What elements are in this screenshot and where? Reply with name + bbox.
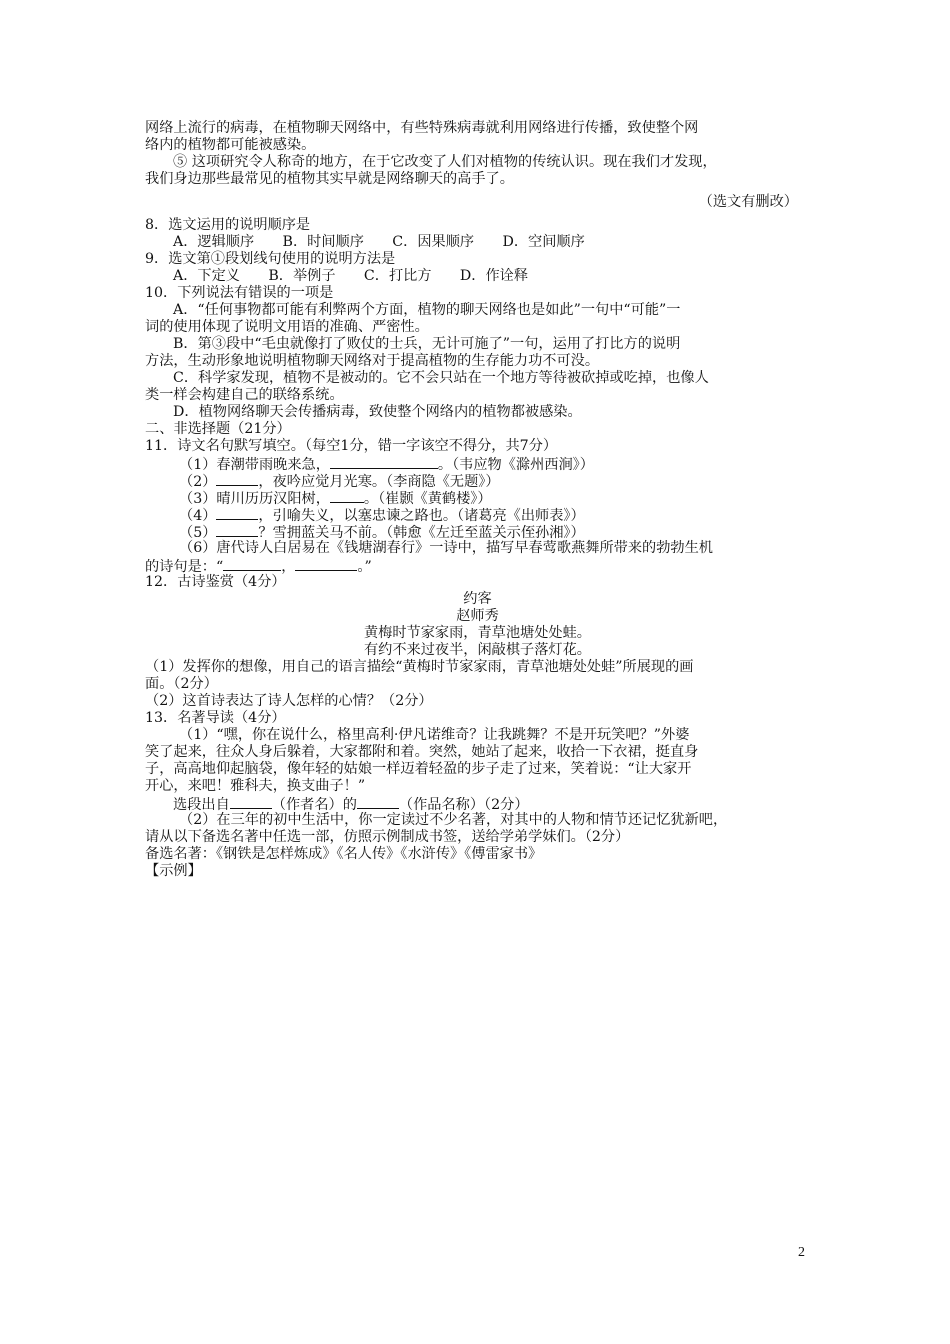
passage-paragraph-5: ⑤ 这项研究令人称奇的地方，在于它改变了人们对植物的传统认识。现在我们才发现， — [173, 154, 717, 170]
question-9-options: A．下定义 B．举例子 C．打比方 D．作诠释 — [173, 268, 529, 284]
item-text: 。（崔颢《黄鹤楼》） — [363, 491, 492, 507]
source-note: （选文有删改） — [698, 194, 798, 210]
item-text: 。” — [357, 559, 372, 575]
example-label: 【示例】 — [145, 863, 202, 879]
poem-title: 约客 — [463, 591, 492, 607]
passage-line: 络内的植物都可能被感染。 — [145, 137, 316, 153]
document-page — [145, 120, 810, 880]
question-12-sub-2: （2）这首诗表达了诗人怎样的心情？（2分） — [145, 693, 433, 709]
question-13-answer-line — [145, 795, 810, 812]
question-11-item-3 — [145, 489, 810, 506]
question-13-excerpt-cont: 子，高高地仰起脑袋，像年轻的姑娘一样迈着轻盈的步子走了过来，笑着说：“让大家开 — [145, 761, 692, 777]
item-text: （3）晴川历历汉阳树， — [179, 491, 330, 507]
item-text: （1）春潮带雨晚来急， — [179, 457, 330, 473]
question-11-stem: 11．诗文名句默写填空。（每空1分，错一字该空不得分，共7分） — [145, 438, 558, 454]
item-text: ， — [281, 559, 296, 575]
author-blank[interactable] — [230, 795, 272, 809]
item-text: （4） — [179, 508, 217, 524]
question-10-option-c: C．科学家发现，植物不是被动的。它不会只站在一个地方等待被砍掉或吃掉，也像人 — [173, 370, 709, 386]
item-text: （作者名）的 — [271, 797, 357, 813]
question-10-stem: 10．下列说法有错误的一项是 — [145, 285, 334, 301]
item-text: 的诗句是：“ — [145, 559, 224, 575]
page-number: 2 — [798, 1245, 805, 1260]
question-11-item-6: （6）唐代诗人白居易在《钱塘湖春行》一诗中，描写早春莺歌燕舞所带来的勃勃生机 — [179, 540, 713, 556]
question-13-excerpt-cont: 笑了起来，往众人身后躲着，大家都附和着。突然，她站了起来，收拾一下衣裙，挺直身 — [145, 744, 699, 760]
question-10-option-a: A．“任何事物都可能有利弊两个方面，植物的聊天网络也是如此”一句中“可能”一 — [173, 302, 681, 318]
poem-line: 有约不来过夜半，闲敲棋子落灯花。 — [363, 642, 591, 658]
passage-line: 网络上流行的病毒，在植物聊天网络中，有些特殊病毒就利用网络进行传播，致使整个网 — [145, 120, 699, 136]
question-10-option-c-cont: 类一样会构建自己的联络系统。 — [145, 387, 344, 403]
question-12-stem: 12．古诗鉴赏（4分） — [145, 574, 286, 590]
answer-blank[interactable] — [330, 455, 438, 469]
question-12-sub-1: （1）发挥你的想像，用自己的语言描绘“黄梅时节家家雨，青草池塘处处蛙”所展现的画 — [145, 659, 694, 675]
answer-blank[interactable] — [216, 506, 258, 520]
question-13-stem: 13．名著导读（4分） — [145, 710, 286, 726]
item-text: 。（韦应物《滁州西涧》） — [437, 457, 594, 473]
item-text: （作品名称）（2分） — [398, 797, 529, 813]
book-options: 备选名著：《钢铁是怎样炼成》《名人传》《水浒传》《傅雷家书》 — [145, 846, 543, 862]
question-10-option-b: B．第③段中“毛虫就像打了败仗的士兵，无计可施了”一句，运用了打比方的说明 — [173, 336, 681, 352]
section-title: 二、非选择题（21分） — [145, 421, 291, 437]
question-12-sub-1-cont: 面。（2分） — [145, 676, 218, 692]
question-13-excerpt-cont: 开心，来吧！雅科夫，换支曲子！” — [145, 778, 366, 794]
question-9-stem: 9．选文第①段划线句使用的说明方法是 — [145, 251, 396, 267]
question-8-options: A．逻辑顺序 B．时间顺序 C．因果顺序 D．空间顺序 — [173, 234, 585, 250]
question-10-option-d: D．植物网络聊天会传播病毒，致使整个网络内的植物都被感染。 — [173, 404, 582, 420]
question-8-stem: 8．选文运用的说明顺序是 — [145, 217, 311, 233]
answer-blank[interactable] — [216, 523, 258, 537]
question-11-item-4 — [145, 506, 810, 523]
answer-blank[interactable] — [295, 557, 357, 571]
item-text: （2） — [179, 474, 217, 490]
item-text: ？雪拥蓝关马不前。（韩愈《左迁至蓝关示侄孙湘》） — [258, 525, 585, 541]
question-13-excerpt: （1）“嘿，你在说什么，格里高利·伊凡诺维奇？让我跳舞？不是开玩笑吧？”外婆 — [179, 727, 690, 743]
work-title-blank[interactable] — [357, 795, 399, 809]
question-11-item-5 — [145, 523, 810, 540]
question-11-item-1 — [145, 455, 810, 472]
answer-blank[interactable] — [223, 557, 281, 571]
question-11-item-2 — [145, 472, 810, 489]
item-text: ，引喻失义，以塞忠谏之路也。（诸葛亮《出师表》） — [258, 508, 585, 524]
answer-blank[interactable] — [330, 489, 364, 503]
poem-line: 黄梅时节家家雨，青草池塘处处蛙。 — [363, 625, 591, 641]
question-10-option-a-cont: 词的使用体现了说明文用语的准确、严密性。 — [145, 319, 429, 335]
item-text: 选段出自 — [173, 797, 230, 813]
passage-line: 我们身边那些最常见的植物其实早就是网络聊天的高手了。 — [145, 171, 514, 187]
question-11-item-6-cont — [145, 557, 810, 574]
item-text: （5） — [179, 525, 217, 541]
question-13-sub-2-cont: 请从以下备选名著中任选一部，仿照示例制成书签，送给学弟学妹们。（2分） — [145, 829, 630, 845]
poem-author: 赵师秀 — [456, 608, 499, 624]
question-10-option-b-cont: 方法，生动形象地说明植物聊天网络对于提高植物的生存能力功不可没。 — [145, 353, 600, 369]
question-13-sub-2: （2）在三年的初中生活中，你一定读过不少名著，对其中的人物和情节还记忆犹新吧， — [179, 812, 728, 828]
item-text: ，夜吟应觉月光寒。（李商隐《无题》） — [258, 474, 500, 490]
answer-blank[interactable] — [216, 472, 258, 486]
